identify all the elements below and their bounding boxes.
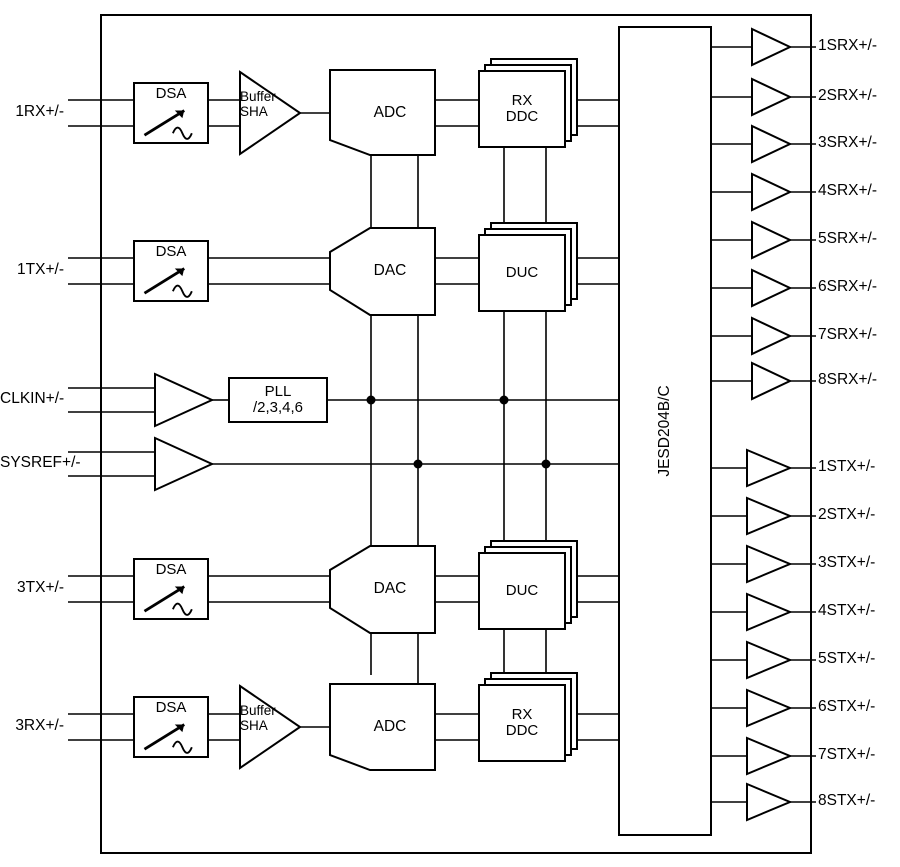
port-label-1stx: 1STX+/-: [818, 458, 876, 475]
block-dsa-1rx: [133, 82, 209, 144]
jesd-label: JESD204B/C: [656, 385, 673, 477]
block-duc-1tx: [478, 222, 578, 312]
port-label-8srx: 8SRX+/-: [818, 371, 878, 388]
rx-ddc-label-line2: DDC: [505, 108, 539, 125]
port-label-5stx: 5STX+/-: [818, 650, 876, 667]
port-label-1tx: 1TX+/-: [17, 261, 64, 278]
stack-front: [478, 70, 566, 148]
port-label-3tx: 3TX+/-: [17, 579, 64, 596]
block-dac-1tx-label: DAC: [373, 262, 407, 279]
buffer-label: Buffer: [240, 703, 276, 718]
stack-front: [478, 552, 566, 630]
block-dsa-1tx: [133, 240, 209, 302]
port-label-clkin: CLKIN+/-: [0, 390, 65, 407]
block-rx-ddc-top: [478, 58, 578, 148]
buffer-label: Buffer: [240, 89, 276, 104]
block-duc-3tx: [478, 540, 578, 630]
attenuator-icon: [135, 254, 207, 302]
buffer-sha-label-top: [240, 90, 300, 120]
port-label-2stx: 2STX+/-: [818, 506, 876, 523]
buffer-sha-label-bottom: [240, 704, 300, 734]
port-label-3stx: 3STX+/-: [818, 554, 876, 571]
attenuator-icon: [135, 710, 207, 758]
rx-ddc-label-line1: RX: [511, 705, 533, 723]
block-dsa-3tx: [133, 558, 209, 620]
dsa-label: DSA: [155, 243, 187, 260]
block-adc-bottom-label: ADC: [373, 718, 407, 735]
port-label-7srx: 7SRX+/-: [818, 326, 878, 343]
duc-label: DUC: [505, 581, 539, 599]
port-label-5srx: 5SRX+/-: [818, 230, 878, 247]
block-dac-3tx-label: DAC: [373, 580, 407, 597]
rx-ddc-label-line2: DDC: [505, 722, 539, 739]
port-label-1rx: 1RX+/-: [15, 103, 64, 120]
block-jesd204: [618, 26, 712, 836]
dsa-label: DSA: [155, 561, 187, 578]
port-label-3rx: 3RX+/-: [15, 717, 64, 734]
rx-ddc-label-line1: RX: [511, 91, 533, 109]
port-label-4stx: 4STX+/-: [818, 602, 876, 619]
sha-label: SHA: [240, 103, 268, 119]
port-label-3srx: 3SRX+/-: [818, 134, 878, 151]
port-label-6stx: 6STX+/-: [818, 698, 876, 715]
attenuator-icon: [135, 572, 207, 620]
port-label-1srx: 1SRX+/-: [818, 37, 878, 54]
port-label-2srx: 2SRX+/-: [818, 87, 878, 104]
stack-front: [478, 684, 566, 762]
duc-label: DUC: [505, 263, 539, 281]
dsa-label: DSA: [155, 699, 187, 716]
port-label-7stx: 7STX+/-: [818, 746, 876, 763]
port-label-8stx: 8STX+/-: [818, 792, 876, 809]
pll-label-line2: /2,3,4,6: [252, 399, 304, 416]
port-label-4srx: 4SRX+/-: [818, 182, 878, 199]
block-dsa-3rx: [133, 696, 209, 758]
dsa-label: DSA: [155, 85, 187, 102]
block-pll: [228, 377, 328, 423]
stack-front: [478, 234, 566, 312]
block-rx-ddc-bottom: [478, 672, 578, 762]
port-label-6srx: 6SRX+/-: [818, 278, 878, 295]
attenuator-icon: [135, 96, 207, 144]
pll-label-line1: PLL: [264, 383, 292, 401]
sha-label: SHA: [240, 717, 268, 733]
port-label-sysref: SYSREF+/-: [0, 454, 81, 471]
block-adc-top-label: ADC: [373, 104, 407, 121]
